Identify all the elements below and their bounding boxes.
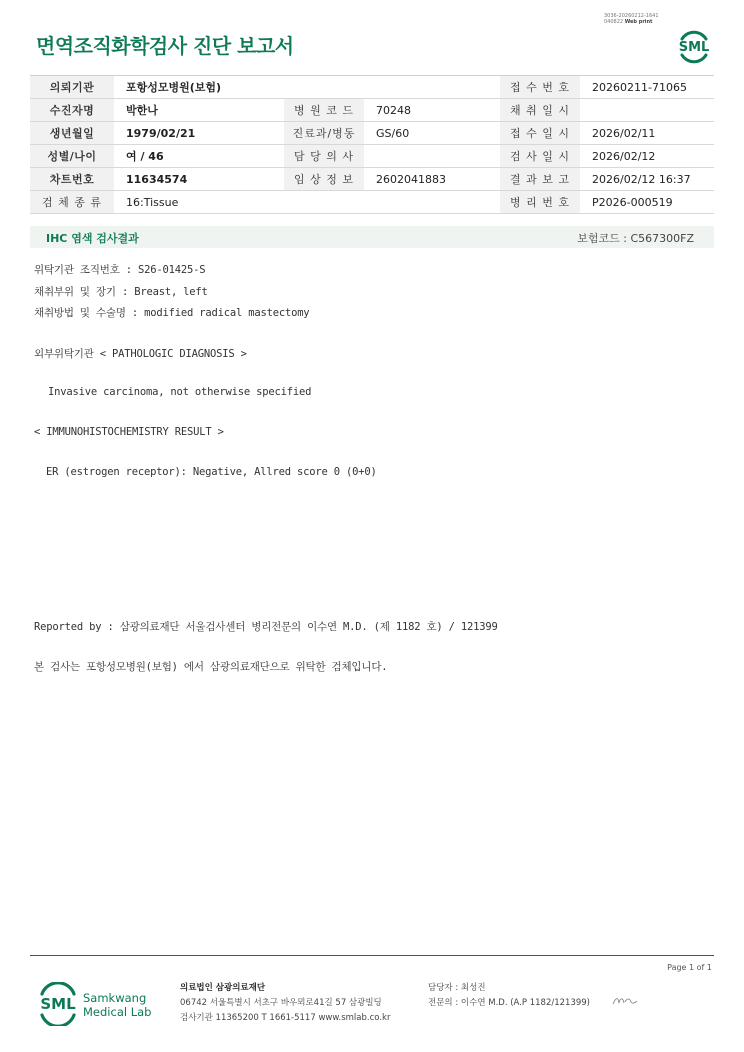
value-received-date: 2026/02/11 <box>580 122 714 145</box>
referral-note: 본 검사는 포항성모병원(보험) 에서 삼광의료재단으로 위탁한 검체입니다. <box>34 661 388 673</box>
label-clinical-info: 임 상 정 보 <box>284 168 364 191</box>
signature <box>612 995 638 1007</box>
value-test-date: 2026/02/12 <box>580 145 714 168</box>
label-received-date: 접 수 일 시 <box>500 122 580 145</box>
org-contact: 검사기관 11365200 T 1661-5117 www.smlab.co.kr <box>180 1013 391 1023</box>
footer-divider <box>30 955 714 956</box>
org-name: 의료법인 삼광의료재단 <box>180 983 266 993</box>
label-sex-age: 성별/나이 <box>30 145 114 168</box>
sml-logo <box>672 25 716 65</box>
label-pathology-no: 병 리 번 호 <box>500 191 580 214</box>
diagnosis-text: Invasive carcinoma, not otherwise specified <box>48 386 312 398</box>
label-hospital-code: 병 원 코 드 <box>284 99 364 122</box>
label-test-date: 검 사 일 시 <box>500 145 580 168</box>
value-collection-date <box>580 99 714 122</box>
ihc-section-header <box>30 226 714 248</box>
label-collection-date: 채 취 일 시 <box>500 99 580 122</box>
print-id-line1: 3036-20260212-1641 <box>604 13 659 19</box>
sml-logo-text: SML <box>678 40 710 55</box>
info-row <box>30 191 714 214</box>
value-physician <box>364 145 500 168</box>
report-title: 면역조직화학검사 진단 보고서 <box>36 34 294 58</box>
info-row <box>30 145 714 168</box>
collection-site: 채취부위 및 장기 : Breast, left <box>34 286 208 298</box>
info-row <box>30 99 714 122</box>
label-department: 진료과/병동 <box>284 122 364 145</box>
brand-name-line2: Medical Lab <box>83 1005 152 1019</box>
label-birth-date: 생년월일 <box>30 122 114 145</box>
label-physician: 담 당 의 사 <box>284 145 364 168</box>
diagnosis-heading: 외부위탁기관 < PATHOLOGIC DIAGNOSIS > <box>34 348 247 360</box>
value-hospital-code: 70248 <box>364 99 500 122</box>
label-requesting-org: 의뢰기관 <box>30 76 114 99</box>
info-row <box>30 168 714 191</box>
insurance-code: 보험코드 : C567300FZ <box>577 232 694 245</box>
ihc-result: ER (estrogen receptor): Negative, Allred score 0 (0+0) <box>46 466 377 478</box>
value-accession-no: 20260211-71065 <box>580 76 714 99</box>
label-accession-no: 접 수 번 호 <box>500 76 580 99</box>
referral-specimen-no: 위탁기관 조직번호 : S26-01425-S <box>34 264 206 276</box>
label-specimen-type: 검 체 종 류 <box>30 191 114 214</box>
brand-name-line1: Samkwang <box>83 991 147 1005</box>
value-chart-no: 11634574 <box>114 168 284 191</box>
value-pathology-no: P2026-000519 <box>580 191 714 214</box>
value-patient-name: 박한나 <box>114 99 284 122</box>
samkwang-logo <box>36 982 156 1026</box>
staff-in-charge: 담당자 : 최성진 <box>428 983 486 993</box>
value-requesting-org: 포항성모병원(보험) <box>114 76 500 99</box>
label-patient-name: 수진자명 <box>30 99 114 122</box>
info-row <box>30 122 714 145</box>
page-number: Page 1 of 1 <box>667 963 712 972</box>
label-chart-no: 차트번호 <box>30 168 114 191</box>
reported-by: Reported by : 삼광의료재단 서울검사센터 병리전문의 이수연 M.D. (제 1182 호) / 121399 <box>34 621 498 633</box>
value-birth-date: 1979/02/21 <box>114 122 284 145</box>
print-id <box>604 13 659 25</box>
ihc-heading: < IMMUNOHISTOCHEMISTRY RESULT > <box>34 426 224 438</box>
value-specimen-type: 16:Tissue <box>114 191 500 214</box>
samkwang-logo-mark: SML <box>40 995 76 1013</box>
value-clinical-info: 2602041883 <box>364 168 500 191</box>
value-report-date: 2026/02/12 16:37 <box>580 168 714 191</box>
info-row <box>30 76 714 99</box>
print-id-line2: 040822 Web print <box>604 19 653 25</box>
value-sex-age: 여 / 46 <box>114 145 284 168</box>
label-report-date: 결 과 보 고 <box>500 168 580 191</box>
value-department: GS/60 <box>364 122 500 145</box>
patient-info-table <box>30 75 714 214</box>
org-address: 06742 서울특별시 서초구 바우뫼로41길 57 삼광빌딩 <box>180 998 382 1008</box>
procedure-name: 채취방법 및 수술명 : modified radical mastectomy <box>34 307 310 319</box>
ihc-section-title: IHC 염색 검사결과 <box>46 232 139 245</box>
specialist: 전문의 : 이수연 M.D. (A.P 1182/121399) <box>428 998 590 1008</box>
